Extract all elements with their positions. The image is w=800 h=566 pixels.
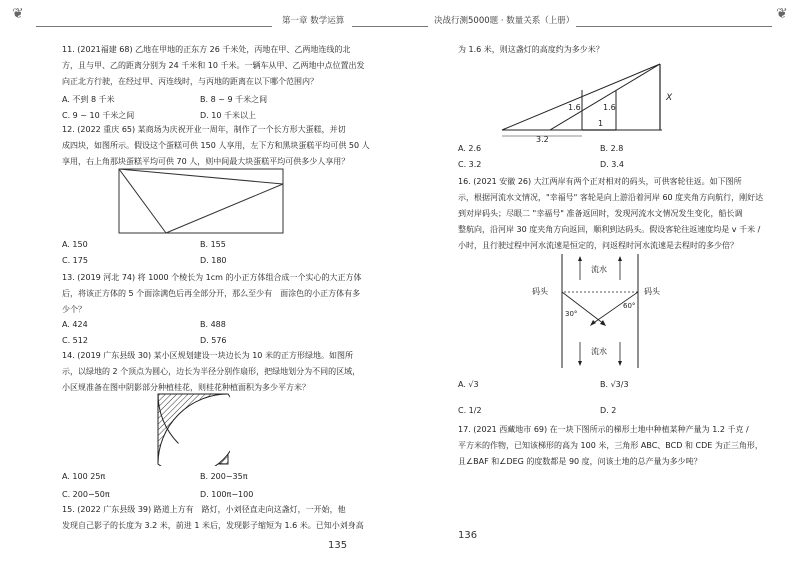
q15-label-h2: 1.6 <box>603 103 616 112</box>
q16-dock-left: 码头 <box>532 287 548 296</box>
q15-option-d[interactable]: D. 3.4 <box>600 160 624 169</box>
q11-option-a[interactable]: A. 不到 8 千米 <box>62 95 115 104</box>
q12-cake-figure <box>118 168 284 234</box>
q13-option-b[interactable]: B. 488 <box>200 320 226 329</box>
q11-line: 11. (2021福建 68) 乙地在甲地的正东方 26 千米处，丙地在甲、乙两地连线的北 <box>62 45 351 54</box>
q13-option-c[interactable]: C. 512 <box>62 336 88 345</box>
header-rule <box>400 26 428 27</box>
q15-line: 15. (2022 广东县级 39) 路道上方有 路灯，小刘径直走向这盏灯，一开始，他 <box>62 505 346 514</box>
q16-line: 整航向，沿河岸 30 度夹角方向返回，顺利到达码头。假设客轮往返速度均是 v 千米 / <box>458 225 761 234</box>
q16-line: 示，根据河流水文情况，"幸福号" 客轮是向上游沿着河岸 60 度夹角方向航行，刚好达 <box>458 193 764 202</box>
q15-option-a[interactable]: A. 2.6 <box>458 144 482 153</box>
q13-option-d[interactable]: D. 576 <box>200 336 227 345</box>
q12-option-c[interactable]: C. 175 <box>62 256 88 265</box>
header-left-title: 第一章 数学运算 <box>282 16 345 26</box>
ornament-icon: ❦ <box>12 6 24 22</box>
right-page <box>400 0 800 566</box>
q13-line: 13. (2019 河北 74) 将 1000 个棱长为 1cm 的小正方体组合成一个实心的大正方体 <box>62 273 362 282</box>
page-number: 136 <box>458 530 478 541</box>
q16-river-figure <box>530 252 670 370</box>
q12-line: 成四块，如图所示。假设这个蛋糕可供 150 人享用，左下方和黑块蛋糕平均可供 50 人 <box>62 141 370 150</box>
q17-line: 17. (2021 西藏地市 69) 在一块下图所示的梯形土地中种植某种产量为 1.2 千克 / <box>458 425 749 434</box>
q16-option-a[interactable]: A. √3 <box>458 380 479 389</box>
header-right-title: 决战行测5000题 · 数量关系（上册） <box>434 16 575 26</box>
q14-line: 小区规准备在图中阴影部分种植桂花，则桂花种植面积为多少平方米？ <box>62 383 310 392</box>
q16-angle-right: 60° <box>623 302 636 310</box>
q15-label-one: 1 <box>598 119 604 128</box>
q12-option-d[interactable]: D. 180 <box>200 256 227 265</box>
q12-line: 享用，右上角那块蛋糕平均可供 70 人，则中间最大块蛋糕平均可供多少人享用？ <box>62 157 350 166</box>
q17-line: 平方米的作物，已知该梯形的高为 100 米，三角形 ABC、BCD 和 CDE 为正三角形， <box>458 441 763 450</box>
q16-flow-label-bottom: 流水 <box>591 347 607 356</box>
header-rule <box>36 26 272 27</box>
q13-line: 少个？ <box>62 305 86 314</box>
q16-option-b[interactable]: B. √3/3 <box>600 380 629 389</box>
q12-line: 12. (2022 重庆 65) 某商场为庆祝开业一周年，制作了一个长方形大蛋糕，并切 <box>62 125 346 134</box>
q15-label-x: X <box>666 93 673 103</box>
q14-line: 14. (2019 广东县级 30) 某小区规划建设一块边长为 10 米的正方形绿地。如图所 <box>62 351 353 360</box>
q13-line: 后，将该正方体的 5 个面涂满色后再全部分开，那么至少有 面涂色的小正方体有多 <box>62 289 361 298</box>
q16-line: 到对岸码头；尽眼二 "幸福号" 准备返回时，发现河流水文情况发生变化，船长调 <box>458 209 743 218</box>
q12-option-b[interactable]: B. 155 <box>200 240 226 249</box>
q15-option-b[interactable]: B. 2.8 <box>600 144 624 153</box>
q15-cont-line: 为 1.6 米，则这盏灯的高度约为多少米？ <box>458 45 604 54</box>
ornament-icon: ❦ <box>776 6 788 22</box>
q11-option-c[interactable]: C. 9 ~ 10 千米之间 <box>62 111 135 120</box>
header-rule <box>352 26 400 27</box>
q14-option-c[interactable]: C. 200−50π <box>62 490 110 499</box>
q12-option-a[interactable]: A. 150 <box>62 240 88 249</box>
q11-option-d[interactable]: D. 10 千米以上 <box>200 111 256 120</box>
q14-option-d[interactable]: D. 100π−100 <box>200 490 254 499</box>
q16-line: 小时，且行驶过程中河水流速是恒定的，问返程时河水流速是去程时的多少倍？ <box>458 241 738 250</box>
q16-angle-left: 30° <box>565 310 578 318</box>
q11-line: 向正北方行驶，在经过甲、丙连线时，与丙地的距离在以下哪个范围内？ <box>62 77 318 86</box>
header-rule <box>576 26 772 27</box>
q14-option-a[interactable]: A. 100 25π <box>62 472 106 481</box>
q16-dock-right: 码头 <box>644 287 660 296</box>
q14-line: 示，以绿地的 2 个顶点为圆心，边长为半径分别作扇形，把绿地划分为不同的区域， <box>62 367 361 376</box>
q16-option-d[interactable]: D. 2 <box>600 406 617 415</box>
q15-line: 发现自己影子的长度为 3.2 米，前进 1 米后，发现影子缩短为 1.6 米。已知小刘身高 <box>62 521 364 530</box>
q15-label-h1: 1.6 <box>568 103 581 112</box>
q14-square-figure <box>156 392 230 466</box>
page-number: 135 <box>328 540 348 551</box>
q11-option-b[interactable]: B. 8 ~ 9 千米之间 <box>200 95 268 104</box>
q14-option-b[interactable]: B. 200−35π <box>200 472 248 481</box>
q15-label-base: 3.2 <box>536 135 549 142</box>
q15-option-c[interactable]: C. 3.2 <box>458 160 482 169</box>
q16-flow-label-top: 流水 <box>591 265 607 274</box>
q16-line: 16. (2021 安徽 26) 大江两岸有两个正对相对的码头，可供客轮往返。如下图所 <box>458 177 742 186</box>
q17-line: 且∠BAF 和∠DEG 的度数都是 90 度，问该土地的总产量为多少吨？ <box>458 457 702 466</box>
q13-option-a[interactable]: A. 424 <box>62 320 88 329</box>
q15-lamp-figure <box>500 60 680 142</box>
q11-line: 方，且与甲、乙的距离分别为 24 千米和 10 千米。一辆车从甲、乙两地中点位置出发 <box>62 61 365 70</box>
q16-option-c[interactable]: C. 1/2 <box>458 406 482 415</box>
